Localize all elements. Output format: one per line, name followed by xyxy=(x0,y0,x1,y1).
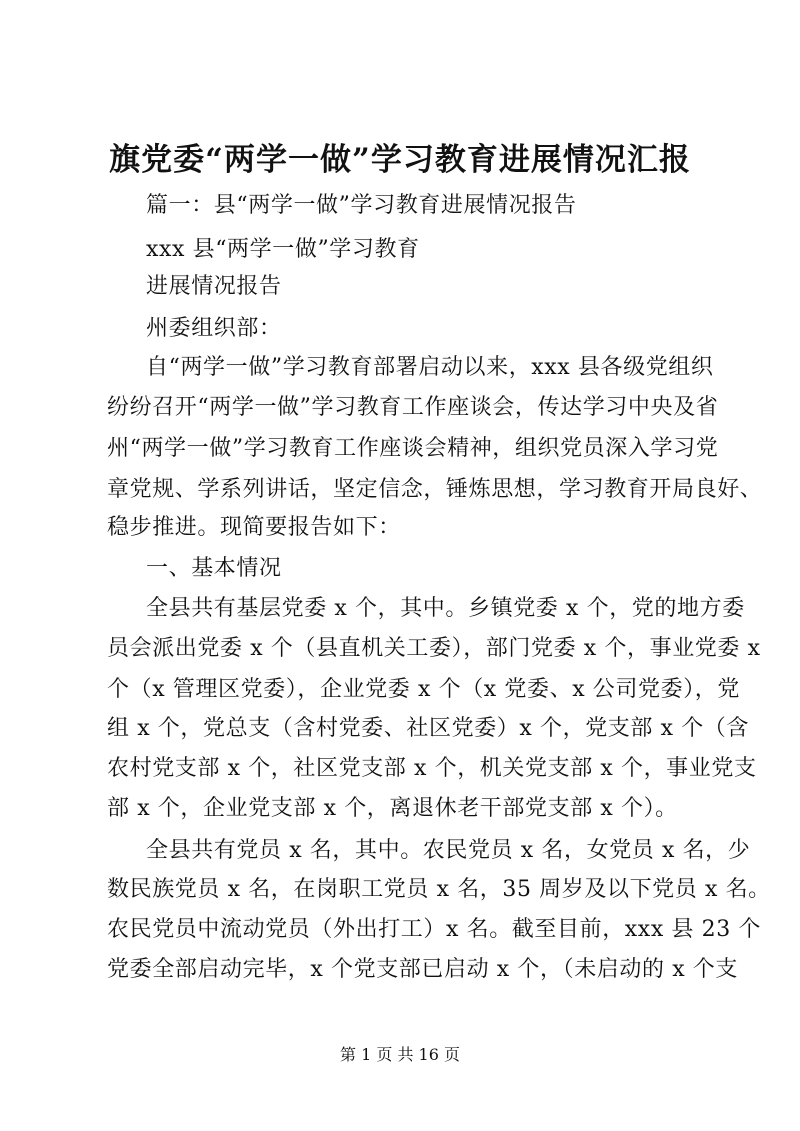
text-line: 全县共有基层党委 x 个，其中。乡镇党委 x 个，党的地方委 xyxy=(146,596,745,621)
text-line: 自“两学一做”学习教育部署启动以来，xxx 县各级党组织 xyxy=(146,355,714,380)
text-line: 党委全部启动完毕，x 个党支部已启动 x 个，（未启动的 x 个支 xyxy=(107,957,738,982)
text-line: 进展情况报告 xyxy=(146,274,282,299)
page-number-footer: 第 1 页 共 16 页 xyxy=(340,1045,460,1064)
text-line: 农民党员中流动党员（外出打工）x 名。截至目前，xxx 县 23 个 xyxy=(107,917,761,942)
text-line: 农村党支部 x 个，社区党支部 x 个，机关党支部 x 个，事业党支 xyxy=(107,756,757,781)
text-line: 纷纷召开“两学一做”学习教育工作座谈会，传达学习中央及省 xyxy=(107,395,719,420)
text-line: 数民族党员 x 名，在岗职工党员 x 名，35 周岁及以下党员 x 名。 xyxy=(107,877,771,902)
text-line: 个（x 管理区党委），企业党委 x 个（x 党委、x 公司党委），党 xyxy=(107,677,740,702)
text-line: 员会派出党委 x 个（县直机关工委），部门党委 x 个，事业党委 x xyxy=(107,636,761,661)
page-title: 旗党委“两学一做”学习教育进展情况汇报 xyxy=(109,142,691,178)
text-line: 部 x 个，企业党支部 x 个，离退休老干部党支部 x 个）。 xyxy=(107,796,678,821)
section-heading: 一、基本情况 xyxy=(146,556,282,581)
text-line: 篇一：县“两学一做”学习教育进展情况报告 xyxy=(146,193,577,218)
text-line: xxx 县“两学一做”学习教育 xyxy=(146,237,420,262)
text-line: 稳步推进。现简要报告如下： xyxy=(107,515,401,540)
text-line: 章党规、学系列讲话，坚定信念，锤炼思想，学习教育开局良好、 xyxy=(107,477,763,502)
text-line: 州“两学一做”学习教育工作座谈会精神，组织党员深入学习党 xyxy=(107,436,719,461)
text-line: 全县共有党员 x 名，其中。农民党员 x 名，女党员 x 名，少 xyxy=(146,838,751,863)
text-line: 州委组织部： xyxy=(146,316,282,341)
text-line: 组 x 个，党总支（含村党委、社区党委）x 个，党支部 x 个（含 xyxy=(107,716,749,741)
